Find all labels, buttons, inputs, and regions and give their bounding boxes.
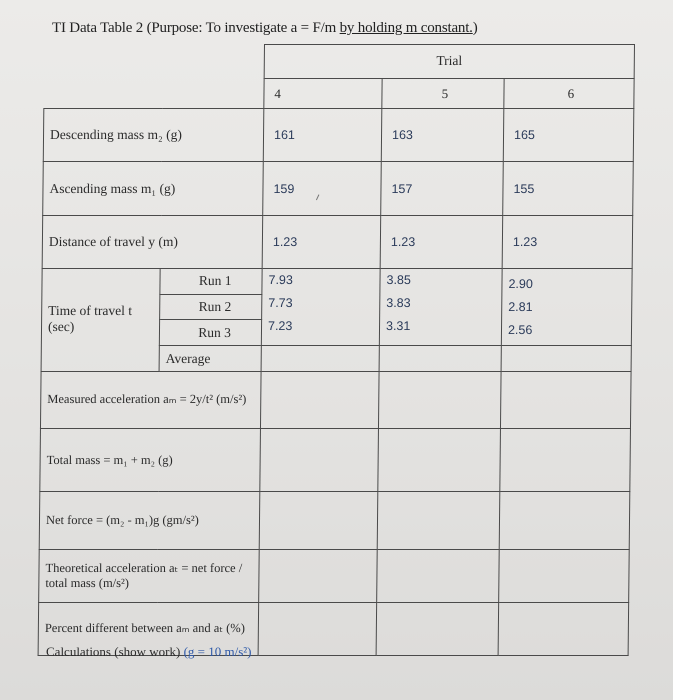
table-row-descending-mass <box>43 109 634 162</box>
cell-value: 163 <box>381 109 504 162</box>
empty-cell <box>379 346 501 372</box>
run-label: Run 2 <box>160 294 262 320</box>
table-row-total-mass <box>40 429 631 492</box>
empty-cell <box>377 549 500 602</box>
row-label: Percent different between aₘ and aₜ (%) <box>38 602 259 655</box>
empty-cell <box>499 549 630 602</box>
table-row-time-run1 <box>42 268 632 294</box>
cell-value: 165 <box>503 109 634 162</box>
run-label: Run 3 <box>159 320 261 346</box>
trial-number: 6 <box>504 78 634 109</box>
table-row-distance <box>42 215 633 268</box>
time-value: 2.81 <box>508 299 533 314</box>
empty-cell <box>378 371 501 428</box>
empty-cell <box>261 346 379 372</box>
time-value: 2.90 <box>508 276 533 291</box>
empty-cell <box>500 371 631 428</box>
table-row-net-force <box>39 492 630 549</box>
empty-cell <box>259 549 378 602</box>
trial-header: Trial <box>264 45 634 79</box>
row-label: Total mass = m₁ + m₂ (g) <box>40 429 261 492</box>
time-values-trial-4 <box>261 268 380 346</box>
calculations-note <box>46 644 251 660</box>
empty-cell <box>378 429 501 492</box>
trial-number: 5 <box>382 78 504 109</box>
table-title <box>52 20 478 37</box>
empty-cell <box>501 346 631 372</box>
table-row-ascending-mass <box>43 162 634 215</box>
cell-value: 157 <box>381 162 504 215</box>
time-values-trial-6 <box>501 268 632 346</box>
row-label: Measured acceleration aₘ = 2y/t² (m/s²) <box>40 371 261 428</box>
row-label: Descending mass m₂ (g) <box>43 109 264 162</box>
header-row-trial <box>44 45 634 79</box>
time-values-trial-5 <box>379 268 502 346</box>
empty-cell <box>260 371 379 428</box>
title-underlined: by holding m constant. <box>339 20 473 36</box>
run-label: Average <box>159 346 261 372</box>
time-value: 3.85 <box>386 272 411 287</box>
run-label: Run 1 <box>160 268 262 294</box>
empty-cell <box>377 492 500 549</box>
cell-value: 1.23 <box>502 215 633 268</box>
empty-cell <box>498 602 629 655</box>
cell-value: 155 <box>503 162 634 215</box>
row-label: Theoretical acceleration aₜ = net force / total mass (m/s²) <box>39 549 260 602</box>
table-row-theoretical-accel <box>39 549 630 602</box>
data-table-wrap <box>38 44 634 656</box>
row-label: Distance of travel y (m) <box>42 215 263 268</box>
table-row-measured-accel <box>40 371 631 428</box>
time-value: 7.93 <box>268 272 293 287</box>
trial-number: 4 <box>264 78 382 109</box>
cell-value: 1.23 <box>262 215 381 268</box>
title-suffix: ) <box>472 20 478 36</box>
empty-cell <box>260 429 379 492</box>
gravity-note: (g = 10 m/s²) <box>183 644 252 659</box>
header-corner-cell <box>44 45 265 109</box>
empty-cell <box>258 602 377 655</box>
title-prefix: TI Data Table 2 (Purpose: To investigate a = F/m <box>52 20 340 36</box>
row-label: Net force = (m₂ - m₁)g (gm/s²) <box>39 492 260 549</box>
time-value: 7.73 <box>268 295 293 310</box>
empty-cell <box>376 602 499 655</box>
empty-cell <box>499 492 630 549</box>
data-table <box>38 44 635 656</box>
time-value: 7.23 <box>267 318 293 333</box>
row-label: Ascending mass m₁ (g) <box>43 162 264 215</box>
row-label-time: Time of travel t (sec) <box>41 268 160 371</box>
cell-value: 161 <box>263 109 382 162</box>
empty-cell <box>259 492 378 549</box>
time-value: 3.83 <box>386 295 411 310</box>
time-value: 3.31 <box>385 318 411 333</box>
cell-value: 159 <box>263 162 382 215</box>
time-value: 2.56 <box>507 322 533 337</box>
calculations-label: Calculations (show work) <box>46 644 184 659</box>
empty-cell <box>500 429 631 492</box>
cell-value: 1.23 <box>380 215 503 268</box>
